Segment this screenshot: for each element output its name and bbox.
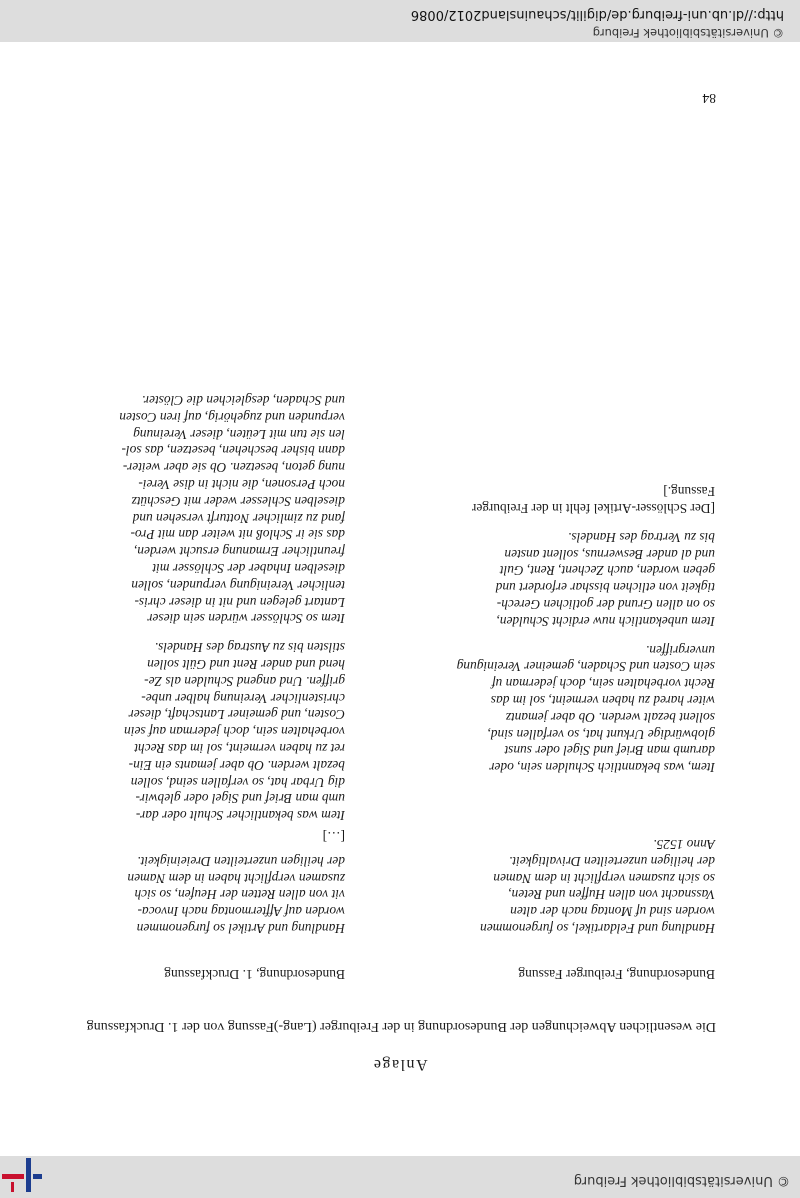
left-column-heading: Bundesordnung, Freiburger Fassung	[518, 967, 715, 982]
footer-copyright: © Universitätsbibliothek Freiburg	[573, 1173, 790, 1188]
right-ellipsis: […]	[322, 829, 345, 845]
right-column-heading: Bundesordnung, 1. Druckfassung	[164, 967, 345, 982]
footer-band	[0, 1156, 800, 1198]
right-paragraph-2: Item was bekantlicher Schult oder dar- umb man Brief und Sigel oder glebwir- dig Urbar hat, so verfallen seind, sollen bezalt werden. Ob aber jemants ein Ein- ret zu haben vermeint, sol im das Recht vorbehalten sein, doch jederman auf sein Costen, und gemeiner Lantschaft, dieser christenlicher Vereinung halber unbe- griffen. Und angend Schulden als Ze- hend und ander Rent und Gült sollen stilsten bis zu Austrag des Handels.	[124, 640, 345, 824]
left-paragraph-1: Handlung und Feldartikel, so furgenommen worden sind uf Montag nach der alten Vassnacht von allen Huffen und Reten, so sich zusamen verpflicht in dem Namen der heiligen unzerteilten Drivaltigkeit. Anno 1525.	[480, 837, 715, 936]
right-paragraph-1: Handlung und Artikel so furgenommen worden auf Afftermontag nach Invoca- vit von allen Retten der Heufen, so sich zusamen verpflicht haben in dem Namen der heiligen unzerteilten Dreieinigkeit.	[127, 853, 345, 936]
left-column	[363, 482, 715, 936]
right-paragraph-3: Item so Schlösser würden sein dieser Lantart gelegen und nit in dieser chris- tenlicher Vereinigung verpunden, sollen dieselben Inhaber der Schlösser mit freuntlicher Ermanung ersucht werden, das sie ir Schloß nit weiter dan mit Pro- fand zu zimlicher Notturft versehen und dieselben Schlesser weder mit Geschütz noch Personen, die nicht in dise Verei- nung geton, besetzen. Ob sie aber weiter- dann bisher beschehen, besetzen, das sol- len sie tun mit Leüten, dieser Vereinung verpunden und zugehörig, auf iren Costen und Schaden, desgleichen die Clöster.	[119, 393, 345, 627]
left-paragraph-2: Item, was bekanntlich Schulden sein, oder darumb man Brief und Sigel oder sunst globwürdige Urkunt hat, so verfallen sind, sollent bezalt werden. Ob aber jemantz witer hared zu haben vermeint, sol im das Recht vorbehalten sein, doch jederman uf sein Costen und Schaden, gemeiner Vereinigung unvergriffen.	[456, 642, 715, 776]
page-number: 84	[702, 91, 716, 106]
right-column	[15, 391, 345, 936]
document-url[interactable]: http://dl.ub.uni-freiburg.de/digilit/schauinsland2012/0086	[410, 7, 784, 22]
library-logo-icon	[2, 1158, 42, 1192]
document-intro: Die wesentlichen Abweichungen der Bundesordnung in der Freiburger (Lang-)Fassung von der 1. Druckfassung	[86, 1019, 716, 1034]
header-copyright: © Universitätsbibliothek Freiburg	[592, 26, 784, 40]
left-note: [Der Schlösser-Artikel fehlt in der Freiburger Fassung.]	[471, 484, 715, 517]
document-title: Anlage	[372, 1056, 428, 1073]
left-paragraph-3: Item unbekantlich nuw erdicht Schulden, so on allen Grund der gotlichen Gerech- tigkeit von etlichen bisshar erfordert und geben worden, auch Zechent, Rent, Gult und al ander Beswernus, sollent ansten bis zu Vertrag des Handels.	[495, 529, 715, 629]
